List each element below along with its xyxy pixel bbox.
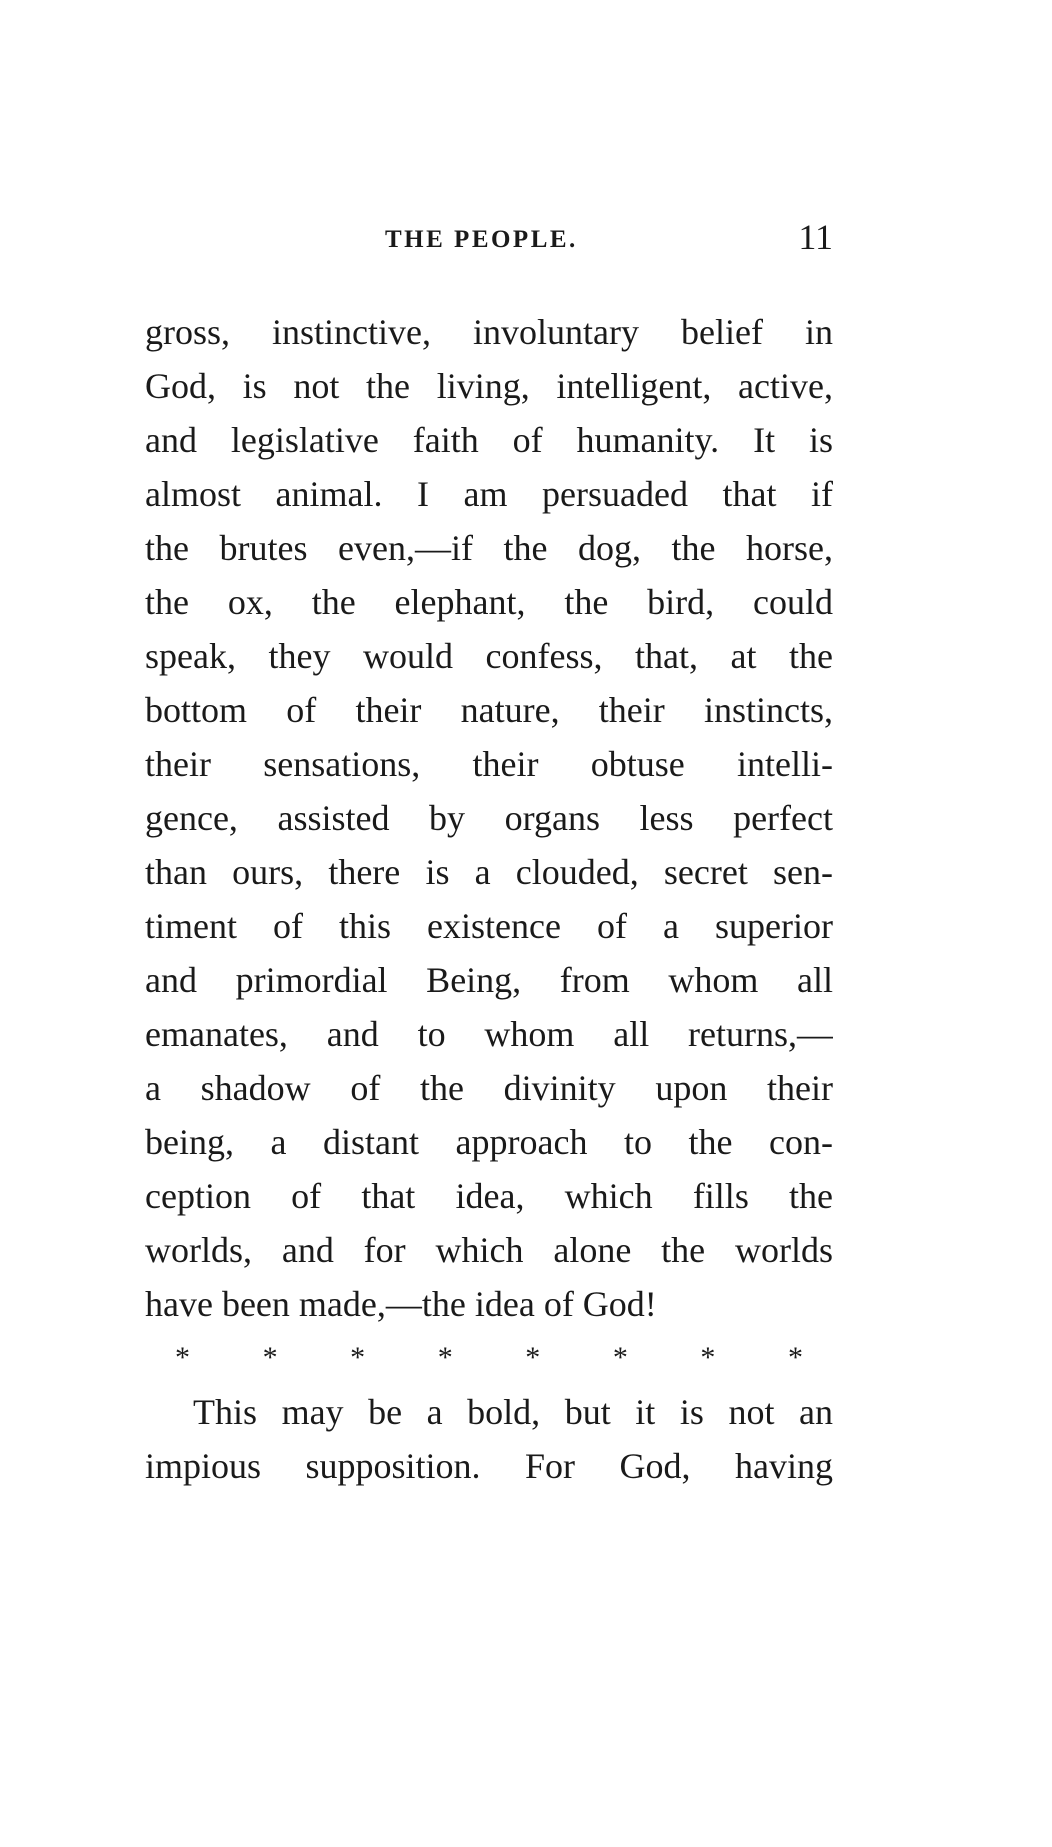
asterisk: *: [787, 1341, 803, 1374]
running-head: [145, 217, 833, 262]
asterisk: *: [262, 1341, 278, 1374]
text-line: impious supposition. For God, having: [145, 1446, 833, 1486]
text-line: and primordial Being, from whom all: [145, 960, 833, 1000]
asterisk: *: [700, 1341, 716, 1374]
running-head-title: THE PEOPLE.: [385, 226, 578, 253]
asterisk: *: [525, 1341, 541, 1374]
text-line: their sensations, their obtuse intelli-: [145, 744, 833, 784]
text-line: This may be a bold, but it is not an: [193, 1392, 833, 1432]
asterisk: *: [437, 1341, 453, 1374]
text-line: God, is not the living, intelligent, active,: [145, 366, 833, 406]
text-line: a shadow of the divinity upon their: [145, 1068, 833, 1108]
text-line: and legislative faith of humanity. It is: [145, 420, 833, 460]
section-break-asterisks: [145, 1331, 833, 1385]
text-line: emanates, and to whom all returns,—: [145, 1014, 833, 1054]
asterisk: *: [350, 1341, 366, 1374]
text-line: the brutes even,—if the dog, the horse,: [145, 528, 833, 568]
text-line: have been made,—the idea of God!: [145, 1284, 657, 1324]
text-line: ception of that idea, which fills the: [145, 1176, 833, 1216]
text-line: gence, assisted by organs less perfect: [145, 798, 833, 838]
text-line: than ours, there is a clouded, secret sen-: [145, 852, 833, 892]
paragraph-1: [145, 305, 833, 1331]
text-line: gross, instinctive, involuntary belief in: [145, 312, 833, 352]
page-number: 11: [798, 217, 833, 257]
text-line: the ox, the elephant, the bird, could: [145, 582, 833, 622]
paragraph-2: [145, 1385, 833, 1493]
text-line: being, a distant approach to the con-: [145, 1122, 833, 1162]
text-line: almost animal. I am persuaded that if: [145, 474, 833, 514]
text-line: speak, they would confess, that, at the: [145, 636, 833, 676]
text-line: bottom of their nature, their instincts,: [145, 690, 833, 730]
text-line: timent of this existence of a superior: [145, 906, 833, 946]
text-line: worlds, and for which alone the worlds: [145, 1230, 833, 1270]
body-text: [145, 305, 833, 1493]
asterisk: *: [612, 1341, 628, 1374]
asterisk: *: [175, 1341, 190, 1374]
